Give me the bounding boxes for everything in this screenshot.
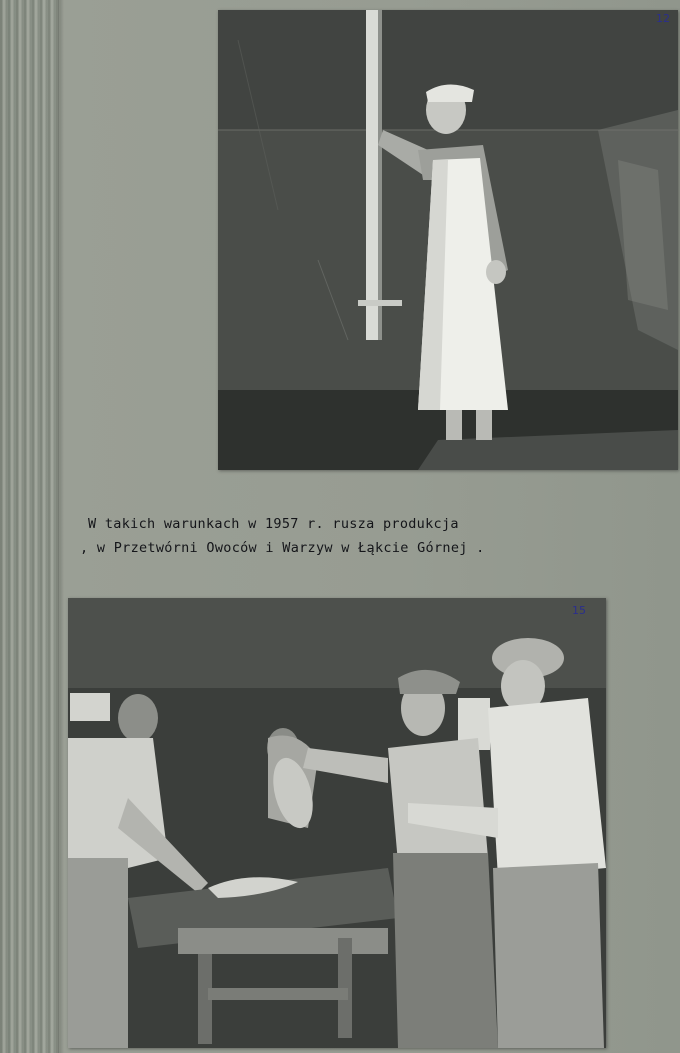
page-edge-shadow	[58, 0, 64, 1053]
top-photograph	[218, 10, 678, 470]
bottom-photograph	[68, 598, 606, 1048]
bottom-photo-number: 15	[572, 604, 586, 617]
caption-line-2: , w Przetwórni Owoców i Warzyw w Łąkcie Górnej .	[80, 540, 485, 556]
top-photo-image	[218, 10, 678, 470]
bottom-photo-image	[68, 598, 606, 1048]
caption-line-1: W takich warunkach w 1957 r. rusza produkcja	[88, 516, 459, 532]
page-edges	[0, 0, 60, 1053]
top-photo-number: 12	[656, 12, 670, 25]
page-caption	[80, 512, 600, 560]
